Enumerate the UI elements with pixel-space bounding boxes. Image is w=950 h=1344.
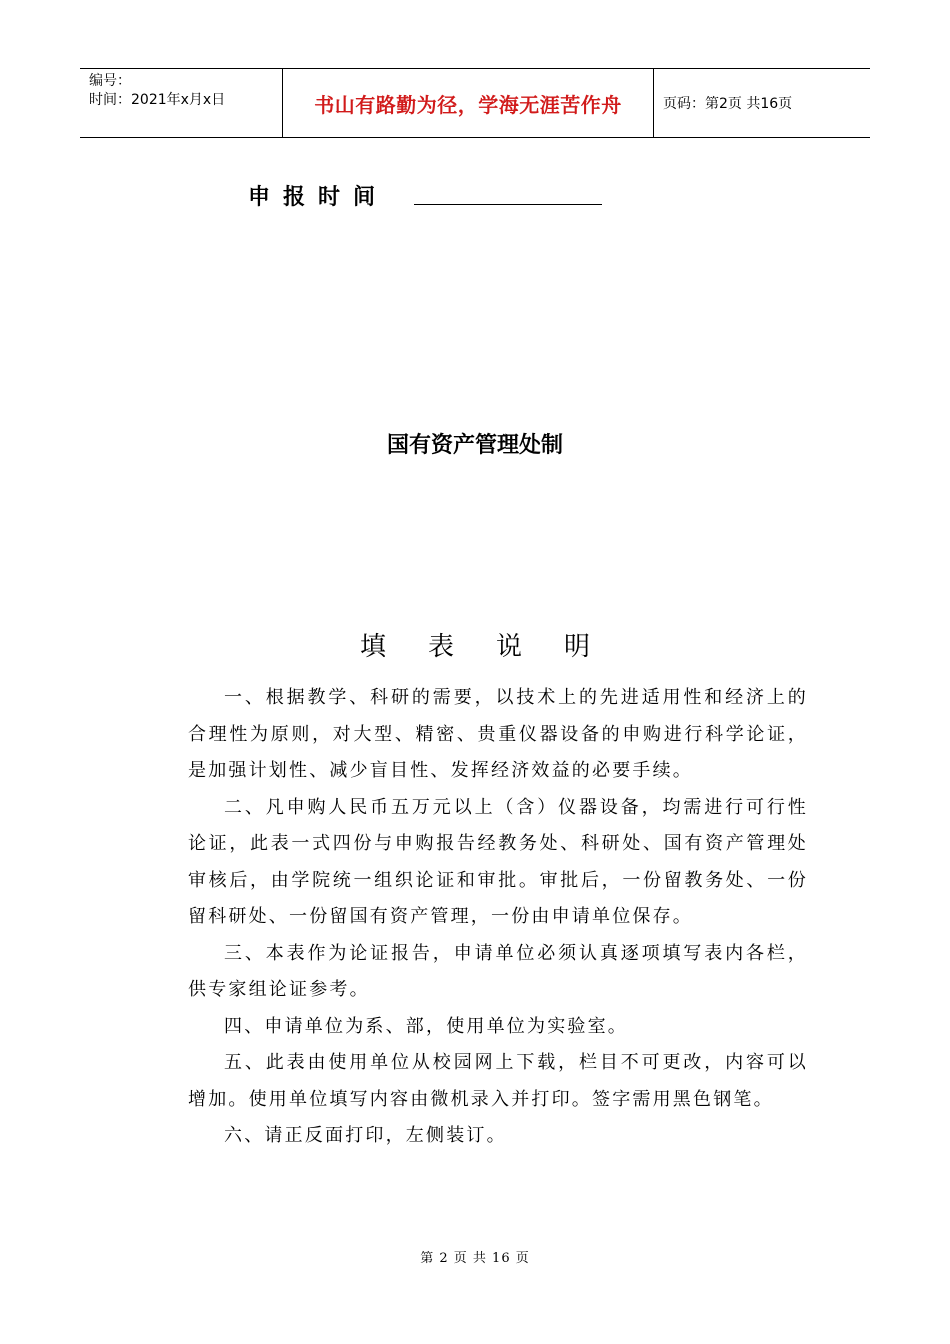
instructions-title: 填表说明 [359, 632, 632, 662]
instruction-paragraph-4: 四、申请单位为系、部，使用单位为实验室。 [224, 1015, 628, 1037]
instruction-paragraph-3: 三、本表作为论证报告，申请单位必须认真逐项填写表内各栏，供专家组论证参考。 [188, 942, 808, 1000]
page-footer: 第 2 页 共 16 页 [420, 1251, 530, 1266]
apply-time-blank-line [414, 204, 602, 205]
document-date: 时间：2021年x月x日 [89, 92, 226, 108]
instruction-paragraph-1: 一、根据教学、科研的需要，以技术上的先进适用性和经济上的合理性为原则，对大型、精密、贵重仪器设备的申购进行科学论证，是加强计划性、减少盲目性、发挥经济效益的必要手续。 [188, 687, 808, 781]
department-name: 国有资产管理处制 [386, 433, 563, 458]
header-motto-cell [282, 69, 654, 137]
apply-time-label: 申报时间 [248, 184, 389, 210]
page-header [80, 68, 870, 138]
instruction-paragraph-2: 二、凡申购人民币五万元以上（含）仪器设备，均需进行可行性论证，此表一式四份与申购报告经教务处、科研处、国有资产管理处审核后，由学院统一组织论证和审批。审批后，一份留教务处、一份留科研处、一份留国有资产管理，一份由申请单位保存。 [188, 796, 808, 927]
instruction-paragraph-6: 六、请正反面打印，左侧装订。 [224, 1125, 507, 1146]
header-page-info: 页码：第2页 共16页 [663, 96, 793, 112]
header-page-cell [654, 69, 870, 137]
header-meta [80, 69, 282, 137]
instruction-paragraph-5: 五、此表由使用单位从校园网上下载，栏目不可更改，内容可以增加。使用单位填写内容由微机录入并打印。签字需用黑色钢笔。 [188, 1052, 808, 1110]
header-motto: 书山有路勤为径，学海无涯苦作舟 [314, 92, 622, 117]
instructions-body [188, 680, 808, 1155]
document-number-label: 编号： [89, 73, 131, 89]
